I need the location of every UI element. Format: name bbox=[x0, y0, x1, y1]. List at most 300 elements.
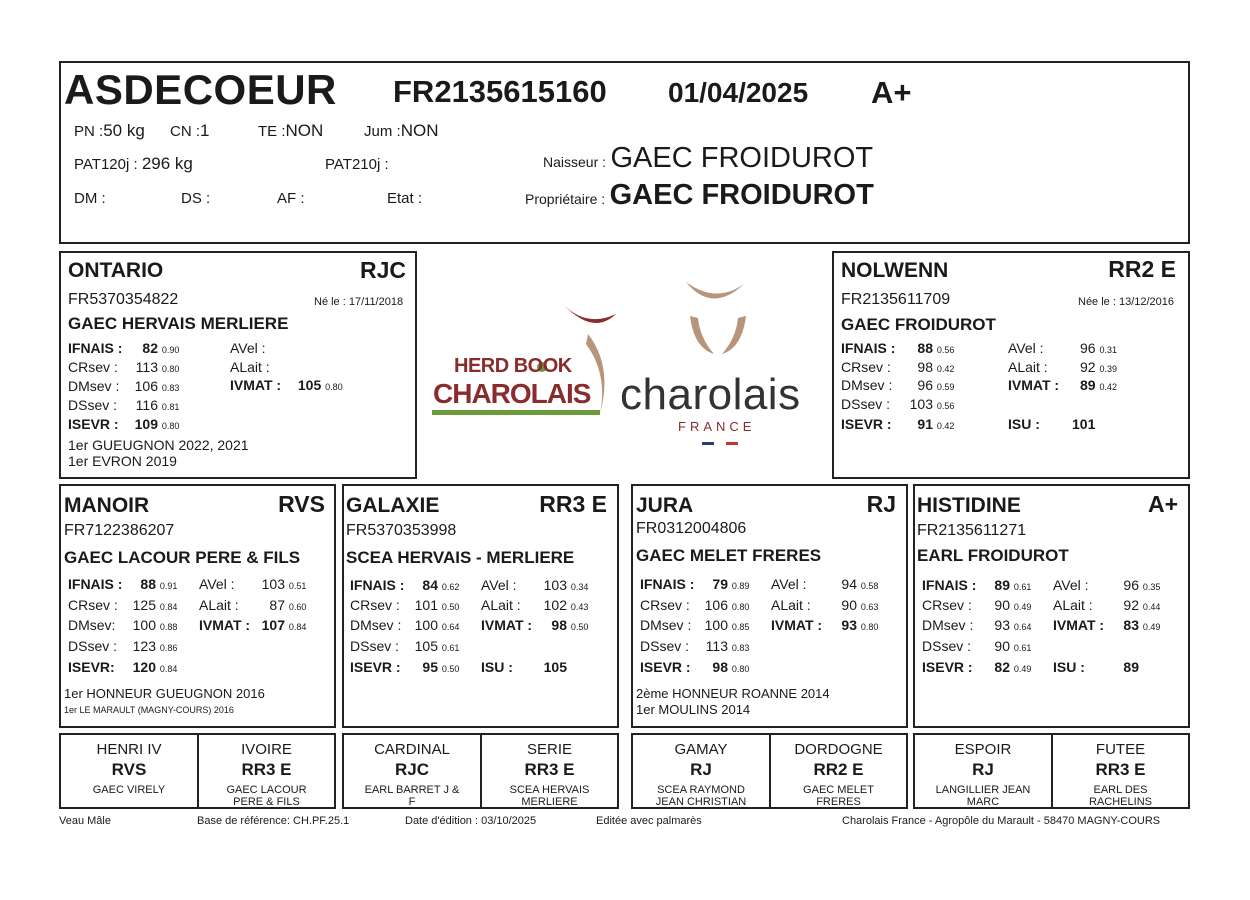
gp-grade: RR3 E bbox=[539, 491, 607, 517]
avel-label: AVel : bbox=[771, 576, 807, 592]
isevr-label: ISEVR : bbox=[922, 659, 973, 675]
dssev-value: 105 bbox=[414, 638, 438, 654]
footer-base: Base de référence: CH.PF.25.1 bbox=[197, 815, 350, 827]
alait-cd: 0.39 bbox=[1099, 364, 1117, 374]
crsev-value: 113 bbox=[135, 359, 158, 375]
dssev-cd: 0.86 bbox=[159, 643, 178, 653]
gp-grade: RJ bbox=[866, 491, 896, 517]
dssev-value: 113 bbox=[705, 638, 728, 654]
crsev-cd: 0.42 bbox=[936, 364, 955, 374]
head-horns bbox=[686, 282, 744, 299]
ggp-owner: SCEA HERVAIS MERLIERE bbox=[509, 784, 590, 808]
af-label: AF : bbox=[277, 190, 305, 207]
isevr-value: 120 bbox=[132, 659, 156, 675]
dmsev-value: 106 bbox=[134, 378, 158, 394]
gp-dssev-row bbox=[68, 638, 177, 654]
ggp-cell bbox=[344, 733, 480, 808]
cn-label: CN : bbox=[170, 123, 200, 140]
alait-value: 87 bbox=[269, 597, 285, 613]
head-left bbox=[690, 316, 714, 354]
flag-red bbox=[726, 442, 738, 445]
gp-isevr-row bbox=[68, 659, 177, 675]
alait-cd: 0.63 bbox=[860, 602, 879, 612]
gp-owner: GAEC MELET FRERES bbox=[636, 546, 822, 565]
alait-value: 92 bbox=[1123, 597, 1139, 613]
crsev-label: CRsev : bbox=[350, 597, 400, 613]
ggp-name: SERIE bbox=[526, 741, 572, 758]
dam-ivmat-row bbox=[1008, 377, 1117, 393]
ggp-cell bbox=[61, 733, 197, 796]
ivmat-value: 89 bbox=[1080, 377, 1096, 393]
isevr-value: 91 bbox=[917, 416, 933, 432]
dmsev-value: 100 bbox=[414, 617, 438, 633]
footer-edition: Date d'édition : 03/10/2025 bbox=[405, 815, 537, 827]
te-label: TE : bbox=[258, 123, 286, 140]
pn-field bbox=[74, 121, 145, 141]
sire-alait-label: ALait : bbox=[230, 359, 270, 375]
ggp-name: DORDOGNE bbox=[794, 741, 883, 758]
isevr-label: ISEVR : bbox=[640, 659, 691, 675]
dam-dmsev-row bbox=[841, 377, 954, 393]
isu-value: 89 bbox=[1123, 659, 1139, 675]
isu-value: 105 bbox=[543, 659, 567, 675]
ifnais-cd: 0.91 bbox=[159, 581, 178, 591]
dmsev-label: DMsev : bbox=[841, 377, 893, 393]
isevr-value: 82 bbox=[994, 659, 1010, 675]
charolais-word: charolais bbox=[620, 370, 801, 419]
cn-field bbox=[170, 121, 209, 141]
crsev-label: CRsev : bbox=[68, 597, 118, 613]
ggp-cell bbox=[915, 733, 1051, 808]
dssev-cd: 0.81 bbox=[161, 402, 180, 412]
ggp-owner: GAEC MELET FRERES bbox=[803, 784, 874, 808]
avel-value: 96 bbox=[1080, 340, 1096, 356]
dam-ifnais-row bbox=[841, 340, 954, 356]
ivmat-cd: 0.50 bbox=[570, 622, 589, 632]
gp-alait-row bbox=[1053, 597, 1160, 613]
dam-isu-row bbox=[1008, 416, 1095, 432]
ds-label: DS : bbox=[181, 190, 211, 207]
sire-avel-label: AVel : bbox=[230, 340, 266, 356]
dssev-label: DSsev : bbox=[350, 638, 400, 654]
dssev-cd: 0.61 bbox=[441, 643, 460, 653]
herdbook-bottom-text: CHAROLAIS bbox=[433, 378, 591, 409]
alait-cd: 0.43 bbox=[570, 602, 589, 612]
dmsev-label: DMsev: bbox=[68, 617, 116, 633]
gp-palmares-1: 1er HONNEUR GUEUGNON 2016 bbox=[64, 686, 265, 701]
sire-ivmat-row bbox=[230, 377, 343, 393]
gp-name: GALAXIE bbox=[346, 494, 440, 517]
jum-value: NON bbox=[400, 121, 439, 140]
dssev-label: DSsev : bbox=[922, 638, 972, 654]
dam-crsev-row bbox=[841, 359, 954, 375]
alait-label: ALait : bbox=[771, 597, 811, 613]
crsev-value: 90 bbox=[994, 597, 1010, 613]
ifnais-value: 88 bbox=[917, 340, 933, 356]
ifnais-cd: 0.61 bbox=[1013, 582, 1032, 592]
alait-cd: 0.44 bbox=[1142, 602, 1161, 612]
isevr-cd: 0.50 bbox=[441, 664, 460, 674]
avel-cd: 0.31 bbox=[1099, 345, 1117, 355]
dmsev-cd: 0.83 bbox=[161, 383, 180, 393]
crsev-cd: 0.80 bbox=[731, 602, 750, 612]
ifnais-value: 88 bbox=[140, 576, 156, 592]
ggp-grade: RR3 E bbox=[1095, 760, 1146, 779]
crsev-value: 125 bbox=[132, 597, 156, 613]
avel-cd: 0.34 bbox=[570, 582, 589, 592]
gp-dssev-row bbox=[640, 638, 749, 654]
dmsev-value: 96 bbox=[917, 377, 933, 393]
ivmat-label: IVMAT : bbox=[481, 617, 533, 633]
avel-cd: 0.58 bbox=[860, 581, 879, 591]
pat120-value: 296 kg bbox=[141, 154, 193, 173]
crsev-value: 106 bbox=[704, 597, 728, 613]
ivmat-value: 83 bbox=[1123, 617, 1139, 633]
ivmat-cd: 0.84 bbox=[288, 622, 307, 632]
sire-palmares-1: 1er GUEUGNON 2022, 2021 bbox=[68, 437, 249, 453]
isevr-label: ISEVR : bbox=[350, 659, 401, 675]
dmsev-value: 100 bbox=[132, 617, 156, 633]
ggp-grade: RR2 E bbox=[813, 760, 864, 779]
alait-label: ALait : bbox=[1008, 359, 1048, 375]
gp-avel-row bbox=[1053, 577, 1160, 593]
ivmat-label: IVMAT : bbox=[771, 617, 823, 633]
gp-ivmat-row bbox=[1053, 617, 1160, 633]
sire-ifnais-row bbox=[68, 340, 179, 356]
ifnais-label: IFNAIS : bbox=[350, 577, 405, 593]
head-right bbox=[722, 316, 746, 354]
jum-field bbox=[364, 121, 438, 141]
avel-value: 96 bbox=[1123, 577, 1139, 593]
sire-owner: GAEC HERVAIS MERLIERE bbox=[68, 314, 289, 333]
ifnais-cd: 0.90 bbox=[161, 345, 180, 355]
ivmat-cd: 0.42 bbox=[1099, 382, 1117, 392]
ggp-grade: RR3 E bbox=[524, 760, 575, 779]
ggp-cell bbox=[633, 733, 769, 808]
ggp-name: GAMAY bbox=[674, 741, 728, 758]
ifnais-cd: 0.89 bbox=[731, 581, 750, 591]
naisseur-field bbox=[543, 142, 873, 175]
gp-dmsev-row bbox=[640, 617, 749, 633]
dssev-label: DSsev : bbox=[841, 396, 891, 412]
gp-avel-row bbox=[481, 577, 588, 593]
sire-grade: RJC bbox=[359, 257, 406, 283]
gp-dmsev-row bbox=[350, 617, 459, 633]
herdbook-logo bbox=[428, 296, 618, 426]
proprietaire-value: GAEC FROIDUROT bbox=[609, 179, 874, 211]
gp-dssev-row bbox=[922, 638, 1031, 654]
gp-dssev-row bbox=[350, 638, 459, 654]
footer-org: Charolais France - Agropôle du Marault - 58470 MAGNY-COURS bbox=[842, 815, 1161, 827]
gp-crsev-row bbox=[922, 597, 1031, 613]
france-word: FRANCE bbox=[678, 419, 756, 434]
etat-label: Etat : bbox=[387, 190, 423, 207]
te-value: NON bbox=[285, 121, 324, 140]
dmsev-cd: 0.64 bbox=[441, 622, 460, 632]
gp-ifnais-row bbox=[922, 577, 1031, 593]
gp-alait-row bbox=[199, 597, 306, 613]
dam-id: FR2135611709 bbox=[841, 291, 951, 308]
ifnais-cd: 0.62 bbox=[441, 582, 460, 592]
gp-id: FR0312004806 bbox=[636, 520, 747, 537]
isu-label: ISU : bbox=[1053, 659, 1085, 675]
gp-grade: RVS bbox=[278, 491, 325, 517]
dam-alait-row bbox=[1008, 359, 1117, 375]
crsev-value: 98 bbox=[917, 359, 933, 375]
charolais-head-graphic bbox=[620, 278, 825, 358]
isevr-cd: 0.80 bbox=[731, 664, 750, 674]
gp-id: FR5370353998 bbox=[346, 522, 457, 539]
crsev-label: CRsev : bbox=[68, 359, 118, 375]
isevr-cd: 0.49 bbox=[1013, 664, 1032, 674]
footer-palmares: Editée avec palmarès bbox=[596, 815, 702, 827]
dmsev-value: 100 bbox=[704, 617, 728, 633]
ggp-cell bbox=[1053, 733, 1188, 808]
dssev-cd: 0.56 bbox=[936, 401, 955, 411]
isevr-label: ISEVR: bbox=[68, 659, 115, 675]
ifnais-label: IFNAIS : bbox=[68, 576, 123, 592]
ggp-owner: SCEA RAYMOND JEAN CHRISTIAN bbox=[655, 784, 747, 808]
ggp-grade: RJC bbox=[394, 760, 429, 779]
naisseur-value: GAEC FROIDUROT bbox=[610, 142, 874, 174]
crsev-cd: 0.50 bbox=[441, 602, 460, 612]
ggp-owner: GAEC LACOUR PERE & FILS bbox=[226, 784, 307, 808]
ggp-owner: EARL DES RACHELINS bbox=[1089, 784, 1152, 808]
dam-avel-row bbox=[1008, 340, 1117, 356]
dam-name: NOLWENN bbox=[841, 259, 949, 282]
animal-date: 01/04/2025 bbox=[668, 77, 809, 108]
ifnais-value: 84 bbox=[422, 577, 438, 593]
dm-label: DM : bbox=[74, 190, 106, 207]
isevr-value: 98 bbox=[712, 659, 728, 675]
dmsev-label: DMsev : bbox=[68, 378, 120, 394]
isu-label: ISU : bbox=[481, 659, 513, 675]
alait-value: 102 bbox=[543, 597, 567, 613]
gp-ifnais-row bbox=[68, 576, 177, 592]
dmsev-cd: 0.59 bbox=[936, 382, 955, 392]
footer-type: Veau Mâle bbox=[59, 815, 111, 827]
dssev-label: DSsev : bbox=[68, 638, 118, 654]
dam-owner: GAEC FROIDUROT bbox=[841, 315, 996, 334]
sire-palmares-2: 1er EVRON 2019 bbox=[68, 453, 177, 469]
crsev-label: CRsev : bbox=[922, 597, 972, 613]
pn-value: 50 kg bbox=[103, 121, 145, 140]
dssev-cd: 0.61 bbox=[1013, 643, 1032, 653]
gp-id: FR7122386207 bbox=[64, 522, 175, 539]
crsev-value: 101 bbox=[414, 597, 438, 613]
gp-isu-row bbox=[481, 659, 567, 675]
dssev-value: 103 bbox=[909, 396, 933, 412]
ggp-name: FUTEE bbox=[1095, 741, 1146, 758]
dmsev-cd: 0.64 bbox=[1013, 622, 1032, 632]
ggp-grade: RVS bbox=[111, 760, 147, 779]
avel-value: 103 bbox=[261, 576, 285, 592]
ifnais-label: IFNAIS : bbox=[640, 576, 695, 592]
gp-isevr-row bbox=[350, 659, 459, 675]
ifnais-value: 82 bbox=[142, 340, 158, 356]
isevr-label: ISEVR : bbox=[841, 416, 892, 432]
animal-id: FR2135615160 bbox=[393, 74, 607, 109]
ggp-cell bbox=[199, 733, 334, 808]
ggp-owner: LANGILLIER JEAN MARC bbox=[935, 784, 1031, 808]
ivmat-label: IVMAT : bbox=[1053, 617, 1105, 633]
proprietaire-label: Propriétaire : bbox=[525, 191, 606, 207]
dssev-value: 123 bbox=[132, 638, 156, 654]
ggp-name: ESPOIR bbox=[954, 741, 1012, 758]
pat210-label: PAT210j : bbox=[325, 156, 389, 173]
dssev-label: DSsev : bbox=[68, 397, 118, 413]
green-bar bbox=[432, 410, 600, 415]
isu-label: ISU : bbox=[1008, 416, 1040, 432]
avel-value: 103 bbox=[543, 577, 567, 593]
gp-palmares-1: 2ème HONNEUR ROANNE 2014 bbox=[636, 686, 830, 701]
avel-cd: 0.51 bbox=[288, 581, 307, 591]
alait-value: 90 bbox=[841, 597, 857, 613]
dssev-value: 90 bbox=[994, 638, 1010, 654]
ggp-grade: RJ bbox=[690, 760, 712, 779]
crsev-cd: 0.49 bbox=[1013, 602, 1032, 612]
herdbook-top-text: HERD BOOK bbox=[454, 355, 572, 377]
isevr-label: ISEVR : bbox=[68, 416, 119, 432]
alait-label: ALait : bbox=[481, 597, 521, 613]
avel-label: AVel : bbox=[1008, 340, 1044, 356]
gp-crsev-row bbox=[68, 597, 177, 613]
ggp-grade: RJ bbox=[972, 760, 994, 779]
te-field bbox=[258, 121, 323, 141]
dmsev-cd: 0.85 bbox=[731, 622, 750, 632]
alait-label: ALait : bbox=[1053, 597, 1093, 613]
ggp-cell bbox=[771, 733, 906, 808]
ivmat-label: IVMAT : bbox=[230, 377, 282, 393]
dam-isevr-row bbox=[841, 416, 954, 432]
gp-isu-row bbox=[1053, 659, 1139, 675]
animal-name: ASDECOEUR bbox=[64, 66, 337, 113]
isu-value: 101 bbox=[1072, 416, 1096, 432]
naisseur-label: Naisseur : bbox=[543, 154, 607, 170]
ivmat-value: 105 bbox=[297, 377, 322, 393]
animal-grade: A+ bbox=[871, 75, 912, 110]
gp-isevr-row bbox=[922, 659, 1031, 675]
gp-name: HISTIDINE bbox=[917, 494, 1021, 517]
ifnais-label: IFNAIS : bbox=[841, 340, 896, 356]
dssev-label: DSsev : bbox=[640, 638, 690, 654]
gp-crsev-row bbox=[640, 597, 749, 613]
ivmat-cd: 0.49 bbox=[1142, 622, 1161, 632]
crsev-label: CRsev : bbox=[841, 359, 891, 375]
gp-id: FR2135611271 bbox=[917, 522, 1027, 539]
ivmat-label: IVMAT : bbox=[1008, 377, 1060, 393]
dssev-value: 116 bbox=[135, 397, 158, 413]
gp-dmsev-row bbox=[922, 617, 1031, 633]
isevr-cd: 0.42 bbox=[936, 421, 955, 431]
proprietaire-field bbox=[525, 179, 874, 212]
gp-avel-row bbox=[199, 576, 306, 592]
sire-dssev-row bbox=[68, 397, 179, 413]
ggp-cell bbox=[482, 733, 617, 808]
ggp-owner: GAEC VIRELY bbox=[92, 784, 166, 796]
gp-isevr-row bbox=[640, 659, 749, 675]
ivmat-label: IVMAT : bbox=[199, 617, 251, 633]
avel-value: 94 bbox=[841, 576, 857, 592]
sire-id: FR5370354822 bbox=[68, 291, 179, 308]
jum-label: Jum : bbox=[364, 123, 401, 140]
gp-owner: EARL FROIDUROT bbox=[917, 546, 1069, 565]
sire-name: ONTARIO bbox=[68, 259, 164, 282]
ifnais-value: 89 bbox=[994, 577, 1010, 593]
sire-dmsev-row bbox=[68, 378, 179, 394]
isevr-cd: 0.84 bbox=[159, 664, 178, 674]
avel-label: AVel : bbox=[1053, 577, 1089, 593]
dssev-cd: 0.83 bbox=[731, 643, 750, 653]
gp-palmares-2: 1er LE MARAULT (MAGNY-COURS) 2016 bbox=[64, 705, 234, 715]
ifnais-value: 79 bbox=[712, 576, 728, 592]
crsev-cd: 0.80 bbox=[161, 364, 180, 374]
ifnais-label: IFNAIS : bbox=[68, 340, 123, 356]
pat120-label: PAT120j : bbox=[74, 156, 138, 173]
gp-ivmat-row bbox=[481, 617, 588, 633]
gp-ifnais-row bbox=[350, 577, 459, 593]
ivmat-cd: 0.80 bbox=[325, 382, 343, 392]
gp-ivmat-row bbox=[771, 617, 878, 633]
gp-dmsev-row bbox=[68, 617, 177, 633]
ivmat-value: 98 bbox=[551, 617, 567, 633]
gp-crsev-row bbox=[350, 597, 459, 613]
ivmat-value: 107 bbox=[261, 617, 285, 633]
isevr-value: 95 bbox=[422, 659, 438, 675]
dmsev-cd: 0.88 bbox=[159, 622, 178, 632]
gp-name: JURA bbox=[636, 494, 694, 517]
ivmat-cd: 0.80 bbox=[860, 622, 879, 632]
dmsev-label: DMsev : bbox=[922, 617, 974, 633]
ggp-grade: RR3 E bbox=[241, 760, 292, 779]
avel-label: AVel : bbox=[481, 577, 517, 593]
crsev-label: CRsev : bbox=[640, 597, 690, 613]
charolais-france-logo bbox=[620, 278, 825, 453]
sire-born: Né le : 17/11/2018 bbox=[314, 296, 404, 308]
dam-dssev-row bbox=[841, 396, 954, 412]
gp-owner: GAEC LACOUR PERE & FILS bbox=[64, 548, 301, 567]
gp-avel-row bbox=[771, 576, 878, 592]
avel-cd: 0.35 bbox=[1142, 582, 1161, 592]
dmsev-value: 93 bbox=[994, 617, 1010, 633]
ivmat-value: 93 bbox=[841, 617, 857, 633]
gp-alait-row bbox=[771, 597, 878, 613]
gp-name: MANOIR bbox=[64, 494, 150, 517]
gp-ifnais-row bbox=[640, 576, 749, 592]
ggp-name: CARDINAL bbox=[374, 741, 450, 758]
horn-red bbox=[563, 304, 616, 323]
flag-blue bbox=[702, 442, 714, 445]
ifnais-label: IFNAIS : bbox=[922, 577, 977, 593]
alait-value: 92 bbox=[1080, 359, 1096, 375]
dmsev-label: DMsev : bbox=[640, 617, 692, 633]
sire-isevr-row bbox=[68, 416, 179, 432]
pat120-field bbox=[74, 154, 193, 174]
alait-cd: 0.60 bbox=[288, 602, 307, 612]
ggp-name: IVOIRE bbox=[241, 741, 292, 758]
isevr-value: 109 bbox=[134, 416, 158, 432]
gp-owner: SCEA HERVAIS - MERLIERE bbox=[346, 548, 575, 567]
dmsev-label: DMsev : bbox=[350, 617, 402, 633]
gp-palmares-2: 1er MOULINS 2014 bbox=[636, 702, 751, 717]
cn-value: 1 bbox=[200, 121, 210, 140]
dam-grade: RR2 E bbox=[1108, 256, 1176, 282]
gp-alait-row bbox=[481, 597, 588, 613]
gp-grade: A+ bbox=[1147, 491, 1178, 517]
gp-ivmat-row bbox=[199, 617, 306, 633]
avel-label: AVel : bbox=[199, 576, 235, 592]
alait-label: ALait : bbox=[199, 597, 239, 613]
